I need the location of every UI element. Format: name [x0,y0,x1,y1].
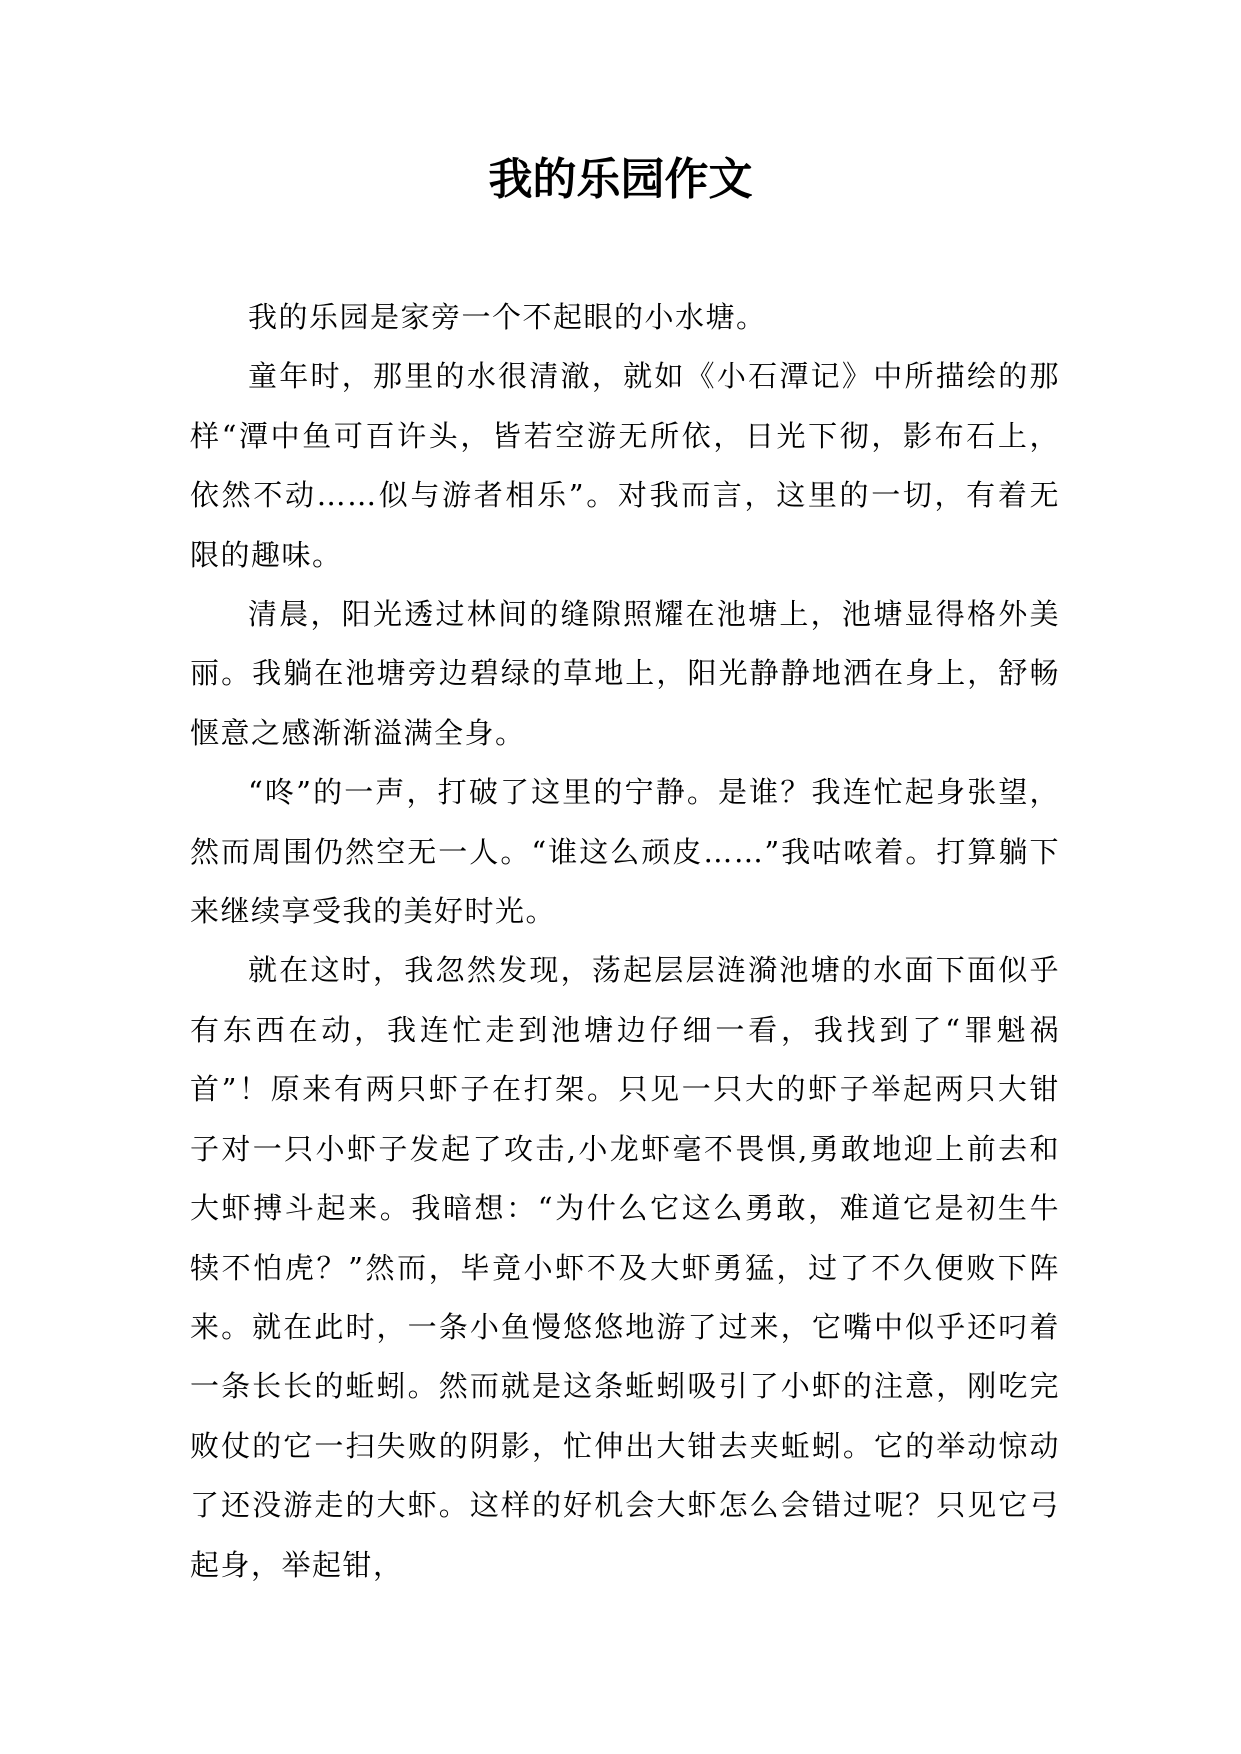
paragraph: 清晨，阳光透过林间的缝隙照耀在池塘上，池塘显得格外美丽。我躺在池塘旁边碧绿的草地上，阳光静静地洒在身上，舒畅惬意之感渐渐溢满全身。 [190,597,1060,750]
paragraph: 童年时，那里的水很清澈，就如《小石潭记》中所描绘的那样“潭中鱼可百许头，皆若空游无所依，日光下彻，影布石上，依然不动……似与游者相乐”。对我而言，这里的一切，有着无限的趣味。 [190,359,1060,572]
document-title: 我的乐园作文 [488,154,753,205]
paragraph: 就在这时，我忽然发现，荡起层层涟漪池塘的水面下面似乎有东西在动，我连忙走到池塘边仔细一看，我找到了“罪魁祸首”！原来有两只虾子在打架。只见一只大的虾子举起两只大钳子对一只小虾子发起了攻击,小龙虾毫不畏惧,勇敢地迎上前去和大虾搏斗起来。我暗想：“为什么它这么勇敢，难道它是初生牛犊不怕虎？”然而，毕竟小虾不及大虾勇猛，过了不久便败下阵来。就在此时，一条小鱼慢悠悠地游了过来，它嘴中似乎还叼着一条长长的蚯蚓。然而就是这条蚯蚓吸引了小虾的注意，刚吃完败仗的它一扫失败的阴影，忙伸出大钳去夹蚯蚓。它的举动惊动了还没游走的大虾。这样的好机会大虾怎么会错过呢？只见它弓起身，举起钳， [190,953,1060,1582]
paragraph: 我的乐园是家旁一个不起眼的小水塘。 [248,300,767,334]
document-body [190,288,1060,1595]
paragraph: “咚”的一声，打破了这里的宁静。是谁？我连忙起身张望，然而周围仍然空无一人。“谁这么顽皮……”我咕哝着。打算躺下来继续享受我的美好时光。 [190,775,1060,929]
